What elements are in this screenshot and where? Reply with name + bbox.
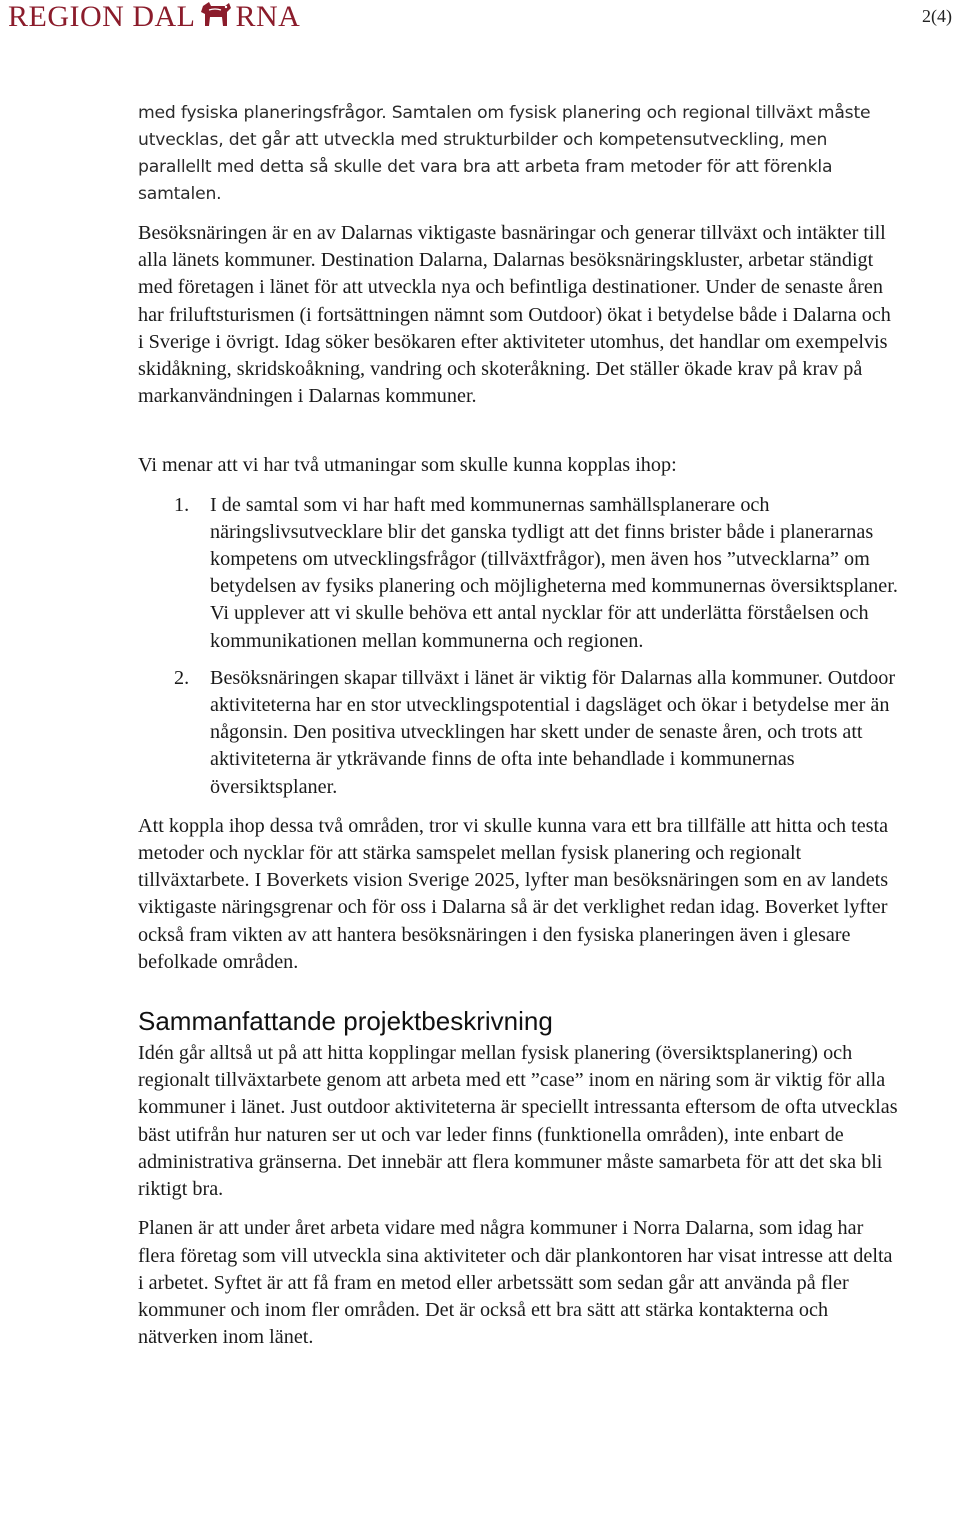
page-number: 2(4)	[922, 6, 952, 26]
paragraph-koppla-ihop: Att koppla ihop dessa två områden, tror vi skulle kunna vara ett bra tillfälle att hitta och testa metoder och nycklar för att stärka samspelet mellan fysisk planering och regionalt tillväxtarbete. I Boverkets vision Sverige 2025, lyfter man besöksnäringen som en av landets viktigaste näringsgrenar och för oss i Dalarna så är det verklighet redan idag. Boverket lyfter också fram vikten av att hantera besöksnäringen i den fysiska planeringen även i glesare befolkade områden.	[138, 814, 889, 973]
document-body	[138, 100, 898, 1351]
list-item-number: 1.	[174, 493, 190, 516]
list-item-number: 2.	[174, 666, 190, 689]
list-item-text: Besöksnäringen skapar tillväxt i länet är viktig för Dalarnas alla kommuner. Outdoor aktiviteterna har en stor utvecklingspotential i dagsläget och ökar i betydelse mer än någonsin. Den positiva utvecklingen har skett under de senaste åren, och trots att aktiviteterna är ytkrävande finns de ofta inte behandlade i kommunernas översiktsplaner.	[210, 666, 896, 798]
paragraph-summary: Idén går alltså ut på att hitta kopplingar mellan fysisk planering (översiktsplanering) och regionalt tillväxtarbete genom att arbeta med ett ”case” inom en näring som är viktig för alla kommuner i länet. Just outdoor aktiviteterna är speciellt intressanta eftersom de ofta utvecklas bäst utifrån hur naturen ser ut och var leder finns (funktionella områden), inte enbart de administrativa gränserna. Det innebär att flera kommuner måste samarbeta för att det ska bli riktigt bra.	[138, 1042, 898, 1201]
logo-text-region: REGION DAL	[8, 0, 196, 33]
paragraph-challenges-intro: Vi menar att vi har två utmaningar som skulle kunna kopplas ihop:	[138, 454, 677, 477]
region-dalarna-logo	[8, 0, 300, 34]
challenges-list	[138, 492, 898, 801]
logo-text-rna: RNA	[235, 0, 301, 33]
dala-horse-icon	[195, 0, 235, 28]
paragraph-plan: Planen är att under året arbeta vidare med några kommuner i Norra Dalarna, som idag har flera företag som vill utveckla sina aktiviteter och där plankontoren har visat intresse att delta i arbetet. Syftet är att få fram en metod eller arbetssätt som sedan går att använda på fler kommuner och inom fler områden. Det är också ett bra sätt att stärka kontakterna och nätverken inom länet.	[138, 1217, 893, 1349]
list-item	[138, 665, 898, 801]
section-title: Sammanfattande projektbeskrivning	[138, 1006, 553, 1037]
list-item-text: I de samtal som vi har haft med kommunernas samhällsplanerare och näringslivsutvecklare blir det ganska tydligt att det finns brister både i planerarnas kompetens om utvecklingsfrågor (tillväxtfrågor), men även hos ”utvecklarna” om betydelsen av fysiks planering och möjligheterna med kommunernas översiktsplaner. Vi upplever att vi skulle behöva ett antal nycklar för att underlätta förståelsen och kommunikationen mellan kommunerna och regionen.	[210, 493, 898, 652]
paragraph-besoksnaringen: Besöksnäringen är en av Dalarnas viktigaste basnäringar och generar tillväxt och intäkter till alla länets kommuner. Destination Dalarna, Dalarnas besöksnäringskluster, arbetar ständigt med företagen i länet för att utveckla nya och befintliga destinationer. Under de senaste åren har friluftsturismen (i fortsättningen nämnt som Outdoor) ökat i betydelse både i Dalarna och i Sverige i övrigt. Idag söker besökaren efter aktiviteter utomhus, det handlar om exempelvis skidåkning, skridskoåkning, vandring och skoteråkning. Det ställer ökade krav på krav på markanvändningen i Dalarnas kommuner.	[138, 222, 891, 408]
page-header	[8, 0, 952, 34]
paragraph-intro: med fysiska planeringsfrågor. Samtalen om fysisk planering och regional tillväxt måste utvecklas, det går att utveckla med strukturbilder och kompetensutveckling, men parallellt med detta så skulle det vara bra att arbeta fram metoder för att förenkla samtalen.	[138, 103, 871, 204]
list-item	[138, 492, 898, 655]
